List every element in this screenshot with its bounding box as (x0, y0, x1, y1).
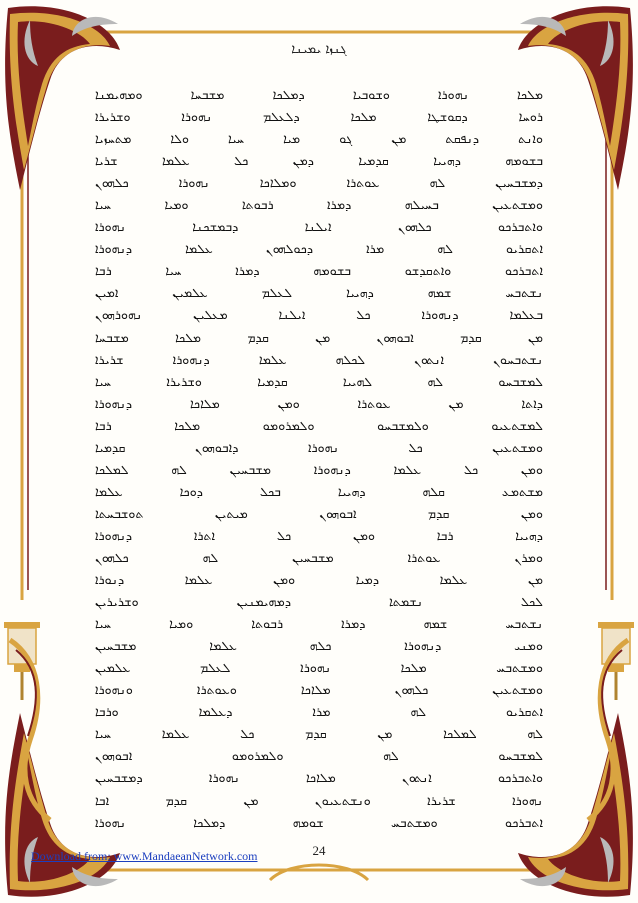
text-line: ܒܫܘܡܗ ܕܗܝܝܐ ܩܕܡܝܐ ܕܡܢ ܟܠ ܥܠܡܐ ܫܪܝܐ (95, 153, 543, 169)
text-line: ܕܗܝܝܐ ܪܒܐ ܘܡܢ ܟܠ ܐܬܪܐ ܕܢܗܘܪܐ (95, 527, 543, 543)
text-line: ܘܡܢ ܩܕܡ ܐܒܘܗܘܢ ܡܝܬܝܢ ܬܘܫܒܚܬܐ (95, 505, 543, 521)
text-line: ܢܫܬܒܚ ܫܡܗ ܕܗܝܝܐ ܠܥܠܡ ܥܠܡܝܢ ܐܡܝܢ (95, 285, 543, 301)
text-line: ܘܡܪܢ ܥܘܬܪܐ ܡܫܒܚܝܢ ܠܗ ܟܠܗܘܢ (95, 549, 543, 565)
text-line: ܘܐܬܒܪܟܘ ܐܢܬܘܢ ܡܠܐܟܐ ܢܗܘܪܐ ܕܡܫܒܚܝܢ (95, 770, 543, 786)
text-line: ܘܡܫܬܥܝܢ ܟܠܗܘܢ ܡܠܐܟܐ ܘܥܘܬܪܐ ܘܢܗܘܪܐ (95, 682, 543, 698)
text-line: ܘܡܢܝ ܕܢܗܘܪܐ ܟܠܗ ܥܠܡܐ ܡܫܒܚܝܢ (95, 638, 543, 654)
text-line: ܡܢ ܥܠܡܐ ܕܡܝܐ ܘܡܢ ܥܠܡܐ ܕܢܘܪܐ (95, 572, 543, 588)
bottom-medallion (270, 865, 368, 880)
text-line: ܘܡܫܬܥܝܢ ܟܠ ܢܗܘܪܐ ܕܐܒܘܗܘܢ ܩܕܡܝܐ (95, 439, 543, 455)
lamp-ornament-right (598, 622, 634, 700)
text-line: ܘܐܢܬ ܕܢܦܩܬ ܡܢ ܓܘ ܡܝܐ ܚܝܐ ܘܠܐ ܡܬܚܙܝܐ (95, 131, 543, 147)
page-header-title: ܓܢܙܐ ܝܡܝܢܐ (291, 42, 347, 57)
body-text (95, 84, 543, 834)
text-line: ܕܡܫܒܚܝܢ ܠܗ ܥܘܬܪܐ ܘܡܠܐܟܐ ܢܗܘܪܐ ܟܠܗܘܢ (95, 175, 543, 191)
text-line: ܐܬܩܪܝܘ ܠܗ ܡܪܐ ܕܟܘܠܗܘܢ ܥܠܡܐ ܕܢܗܘܪܐ (95, 241, 543, 257)
text-line: ܐܬܒܪܟܘ ܘܡܫܬܒܚ ܫܘܡܗ ܕܡܠܟܐ ܢܗܘܪܐ (95, 814, 543, 830)
text-line: ܘܡܫܬܒܚ ܡܠܟܐ ܢܗܘܪܐ ܠܥܠܡ ܥܠܡܝܢ (95, 660, 543, 676)
frame-top-edge (70, 32, 565, 40)
text-line: ܐܬܒܪܟܘ ܘܐܬܩܕܫܘ ܒܫܘܡܗ ܕܡܪܐ ܚܝܐ ܪܒܐ (95, 263, 543, 279)
text-line: ܘܡܫܬܥܝܢ ܒܚܝܠܗ ܕܡܪܐ ܪܒܘܬܐ ܘܡܝܐ ܚܝܐ (95, 197, 543, 213)
text-line: ܐܬܩܪܝܘ ܠܗ ܡܪܐ ܕܥܠܡܐ ܘܪܒܐ (95, 704, 543, 720)
text-line: ܡܫܬܡܥ ܩܠܗ ܕܗܝܝܐ ܒܟܠ ܕܘܟܐ ܥܠܡܐ (95, 483, 543, 499)
text-line: ܒܥܠܡܐ ܕܢܗܘܪܐ ܟܠ ܐܝܠܢܐ ܡܥܠܝܢ ܢܗܘܪܗܘܢ (95, 307, 543, 323)
text-line: ܠܡܫܒܚܘ ܠܗ ܠܗܝܝܐ ܩܕܡܝܐ ܘܫܪܝܪܐ ܚܝܐ (95, 373, 543, 389)
text-line: ܢܫܬܒܚܘܢ ܐܢܬܘܢ ܠܟܠܗ ܥܠܡܐ ܕܢܗܘܪܐ ܫܪܝܪܐ (95, 351, 543, 367)
text-line: ܡܢ ܩܕܡ ܐܒܘܗܘܢ ܡܢ ܩܕܡ ܡܠܟܐ ܡܫܒܚܐ (95, 329, 543, 345)
text-line: ܠܡܫܒܚܘ ܠܗ ܘܠܡܪܘܡܘ ܐܒܘܗܘܢ (95, 748, 543, 764)
page-number: 24 (312, 843, 326, 858)
download-link[interactable]: Download from: www.MandaeanNetwork.com (31, 849, 258, 863)
text-line: ܡܠܟܐ ܢܗܘܪܐ ܘܫܘܒܝܐ ܕܡܠܟܐ ܡܫܒܚܐ ܘܡܗܝܡܢܐ (95, 87, 543, 102)
text-line: ܕܐܬܐ ܡܢ ܥܘܬܪܐ ܘܡܢ ܡܠܐܟܐ ܕܢܗܘܪܐ (95, 395, 543, 411)
text-line: ܢܫܬܒܚ ܫܡܗ ܕܡܪܐ ܪܒܘܬܐ ܘܡܝܐ ܚܝܐ (95, 616, 543, 632)
text-line: ܪܘܚܐ ܕܩܘܫܛܐ ܡܠܟܐ ܕܠܥܠܡ ܢܗܘܪܐ ܘܫܪܝܪܐ (95, 109, 543, 125)
text-line: ܠܡܫܬܥܝܘ ܘܠܡܫܒܚܘ ܘܠܡܪܘܡܘ ܡܠܟܐ ܪܒܐ (95, 417, 543, 433)
text-line: ܘܡܢ ܟܠ ܥܠܡܐ ܕܢܗܘܪܐ ܡܫܒܚܝܢ ܠܗ ܠܡܠܟܐ (95, 461, 543, 477)
lamp-ornament-left (4, 622, 40, 700)
text-line: ܘܐܬܒܪܟܘ ܟܠܗܘܢ ܐܝܠܢܐ ܕܒܡܫܟܢܐ ܢܗܘܪܐ (95, 219, 543, 235)
text-line: ܠܟܠ ܢܫܡܬܐ ܕܡܗܝܡܢܝܢ ܘܫܪܝܪܝܢ (95, 594, 543, 610)
text-line: ܢܗܘܪܐ ܫܪܝܪܐ ܘܢܫܬܥܝܘܢ ܡܢ ܩܕܡ ܐܒܐ (95, 792, 543, 808)
text-line: ܠܗ ܠܡܠܟܐ ܡܢ ܩܕܡ ܟܠ ܥܠܡܐ ܚܝܐ (95, 726, 543, 742)
